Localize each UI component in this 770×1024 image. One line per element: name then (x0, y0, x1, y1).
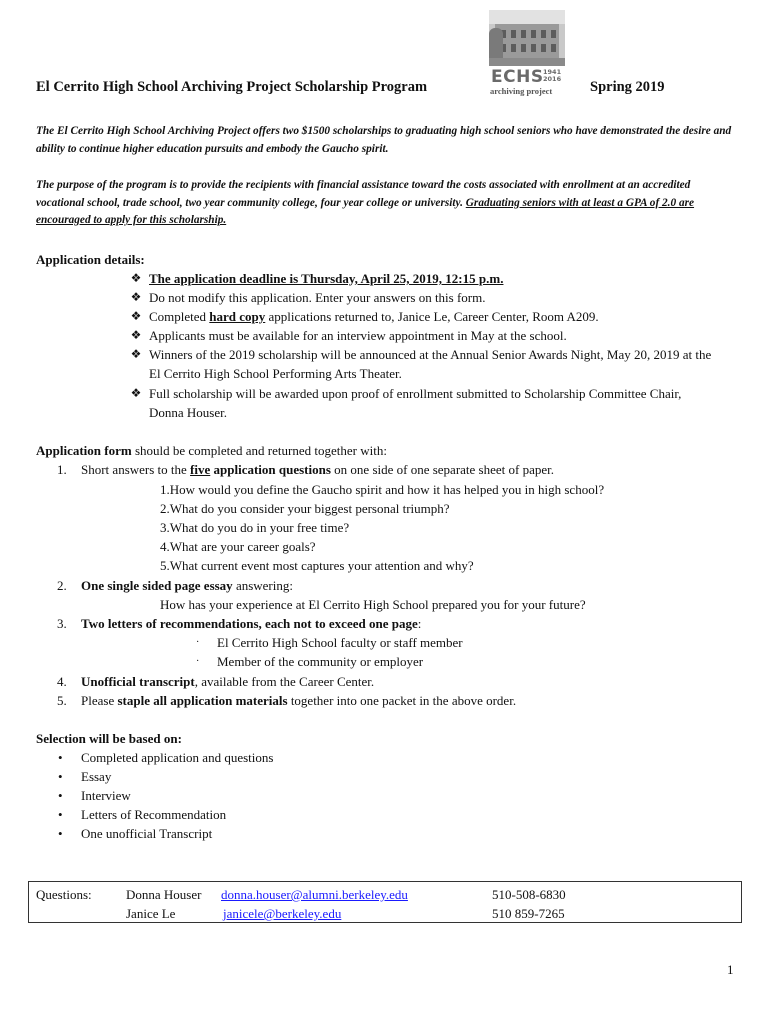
application-question: 2.What do you consider your biggest personal triumph? (160, 501, 450, 516)
intro-paragraph: The El Cerrito High School Archiving Project offers two $1500 scholarships to graduating high school seniors who have demonstrated the desire and ability to continue higher education pursuits and embody the Gaucho spirit. (36, 125, 732, 155)
form-item-number: 2. (57, 578, 67, 593)
purpose-paragraph (36, 177, 736, 230)
application-question: 4.What are your career goals? (160, 539, 316, 554)
form-item-number: 1. (57, 462, 67, 477)
selection-item: Interview (81, 788, 131, 803)
purpose-text: The purpose of the program is to provide the recipients with financial assistance toward the costs associated with enrollment at an accredited vocational school, trade school, two year community college, four year college or university. (36, 179, 691, 209)
form-intro: Application form should be completed and returned together with: (36, 443, 387, 458)
small-bullet-icon: · (196, 656, 200, 667)
bullet-icon: • (58, 826, 63, 841)
form-item-number: 4. (57, 674, 67, 689)
form-item-short-answers: Short answers to the five application questions on one side of one separate sheet of paper. (81, 462, 555, 477)
logo-years: 1941 2016 (543, 68, 562, 83)
selection-item: One unofficial Transcript (81, 826, 213, 841)
contact-email-link[interactable]: donna.houser@alumni.berkeley.edu (221, 887, 408, 902)
bullet-icon: • (58, 807, 63, 822)
bullet-icon: • (58, 769, 63, 784)
selection-heading: Selection will be based on: (36, 731, 182, 746)
form-item-essay: One single sided page essay answering: (81, 578, 293, 593)
form-item-transcript: Unofficial transcript, available from the Career Center. (81, 674, 375, 689)
recommendation-source: Member of the community or employer (217, 654, 424, 669)
contact-phone: 510 859-7265 (492, 906, 565, 921)
contact-email-link[interactable]: janicele@berkeley.edu (223, 906, 342, 921)
diamond-bullet-icon: ❖ (130, 271, 142, 285)
deadline-text: The application deadline is Thursday, April 25, 2019, 12:15 p.m. (149, 271, 504, 286)
detail-text: Winners of the 2019 scholarship will be announced at the Annual Senior Awards Night, May 20, 2019 at the El Cerrito High School Performing Arts Theater. (149, 347, 712, 381)
diamond-bullet-icon: ❖ (130, 386, 142, 400)
detail-text: Applicants must be available for an interview appointment in May at the school. (149, 328, 567, 343)
contacts-box (28, 881, 742, 923)
selection-item: Letters of Recommendation (81, 807, 227, 822)
logo-subtitle: archiving project (490, 86, 553, 96)
application-question: 1.How would you define the Gaucho spirit and how it has helped you in high school? (160, 482, 605, 497)
diamond-bullet-icon: ❖ (130, 309, 142, 323)
gpa-note: Graduating seniors with at least a GPA of 2.0 are encouraged to apply for this scholarship. (36, 196, 695, 226)
details-heading: Application details: (36, 252, 145, 267)
detail-text: Full scholarship will be awarded upon proof of enrollment submitted to Scholarship Committee Chair, Donna Houser. (149, 386, 682, 420)
contact-name: Donna Houser (126, 887, 202, 902)
page-number: 1 (727, 962, 734, 977)
selection-item: Completed application and questions (81, 750, 274, 765)
small-bullet-icon: · (196, 637, 200, 648)
detail-text: Do not modify this application. Enter your answers on this form. (149, 290, 486, 305)
bullet-icon: • (58, 788, 63, 803)
diamond-bullet-icon: ❖ (130, 328, 142, 342)
term-label: Spring 2019 (590, 79, 665, 95)
form-item-number: 3. (57, 616, 67, 631)
application-question: 5.What current event most captures your attention and why? (160, 558, 474, 573)
form-item-number: 5. (57, 693, 67, 708)
application-question: 3.What do you do in your free time? (160, 520, 350, 535)
form-item-staple: Please staple all application materials together into one packet in the above order. (81, 693, 517, 708)
detail-text: Completed hard copy applications returned to, Janice Le, Career Center, Room A209. (149, 309, 599, 324)
contact-name: Janice Le (126, 906, 176, 921)
questions-label: Questions: (36, 887, 92, 902)
selection-item: Essay (81, 769, 112, 784)
document-title: El Cerrito High School Archiving Project Scholarship Program (36, 79, 428, 95)
logo-wordmark: ECHS (491, 67, 544, 87)
echs-logo (487, 10, 567, 98)
diamond-bullet-icon: ❖ (130, 290, 142, 304)
recommendation-source: El Cerrito High School faculty or staff member (217, 635, 463, 650)
contact-phone: 510-508-6830 (492, 887, 566, 902)
essay-prompt: How has your experience at El Cerrito High School prepared you for your future? (160, 597, 586, 612)
form-item-recommendations: Two letters of recommendations, each not to exceed one page: (81, 616, 422, 631)
school-building-photo (489, 10, 565, 66)
bullet-icon: • (58, 750, 63, 765)
diamond-bullet-icon: ❖ (130, 347, 142, 361)
